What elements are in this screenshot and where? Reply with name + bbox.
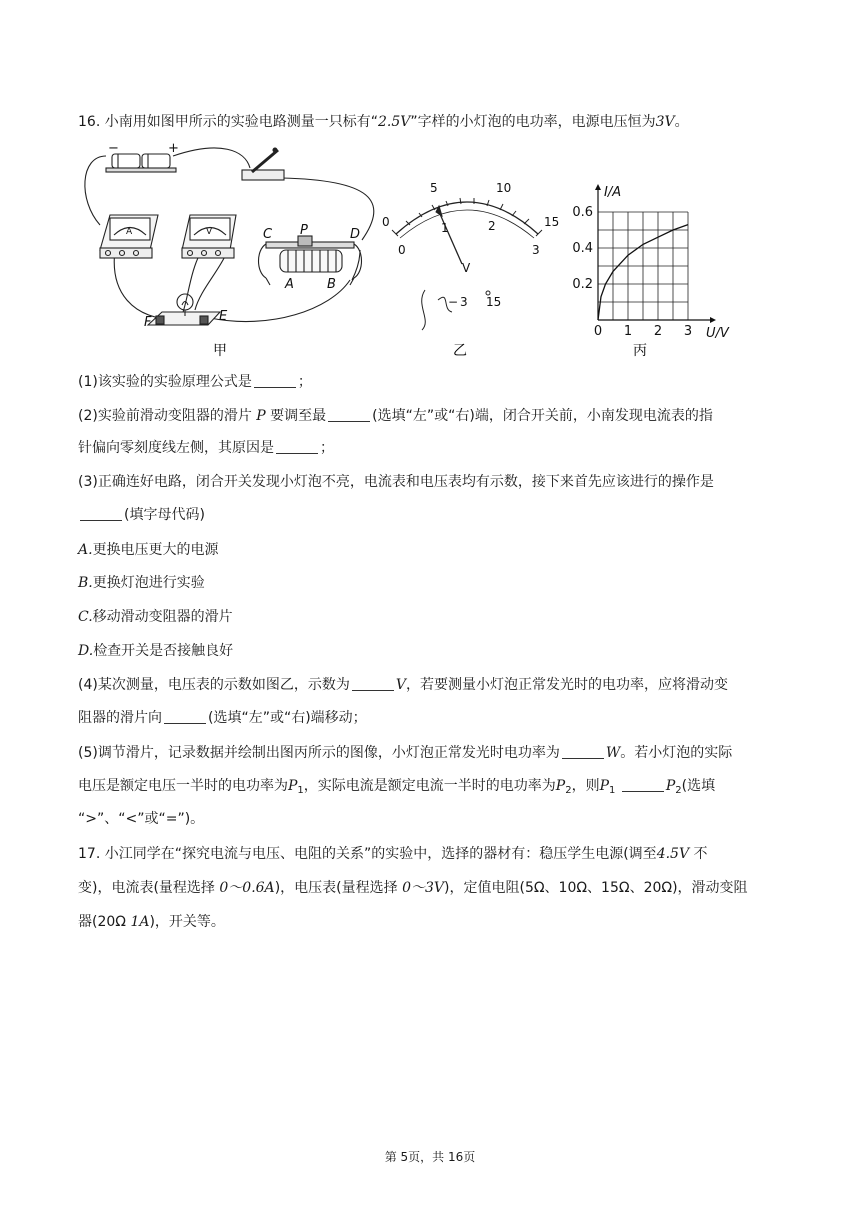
option-letter: D.	[78, 643, 94, 659]
supply-voltage: 3V	[655, 114, 675, 130]
q17-text-b2: )，电压表(量程选择	[274, 880, 398, 896]
dial-bottom-2: 2	[488, 219, 496, 233]
dial-bottom-0: 0	[398, 243, 406, 257]
terminal-3: 3	[460, 295, 468, 309]
x-tick-label: 1	[623, 324, 633, 339]
label-F: F	[144, 315, 152, 330]
part4-text: (4)某次测量，电压表的示数如图乙，示数为	[78, 677, 350, 693]
part1-text: (1)该实验的实验原理公式是	[78, 374, 252, 390]
symbol-P2: P	[665, 778, 676, 794]
q16-part3-line1	[78, 472, 714, 492]
answer-blank[interactable]	[622, 777, 664, 792]
rheostat-icon	[259, 236, 362, 285]
page-footer: 第 5页，共 16页	[384, 1150, 476, 1164]
slider-P: P	[256, 408, 266, 424]
caption-jia: 甲	[213, 343, 227, 359]
subscript-2: 2	[565, 785, 572, 796]
part3-text-b: (填字母代码)	[124, 507, 205, 523]
part2-text-b: 要调至最	[270, 408, 327, 424]
y-axis-label: I/A	[604, 185, 622, 200]
part5-text-d: ，实际电流是额定电流一半时的电功率为	[303, 778, 556, 794]
figures	[70, 140, 750, 365]
part5-text-e: ，则	[571, 778, 600, 794]
q16-part2-line2	[78, 438, 334, 458]
q17-text-c2: )，开关等。	[149, 914, 225, 930]
subscript-1: 1	[609, 785, 616, 796]
battery-plus-label: +	[168, 141, 179, 156]
unit-V: V	[395, 677, 406, 693]
voltmeter-range: 0～3V	[402, 880, 445, 896]
part5-text: (5)调节滑片，记录数据并绘制出图丙所示的图像，小灯泡正常发光时电功率为	[78, 745, 560, 761]
option-A	[78, 540, 219, 560]
iu-chart	[572, 184, 730, 341]
y-tick-label: 0.2	[572, 277, 593, 292]
option-letter: B.	[78, 575, 93, 591]
x-tick-label: 3	[683, 324, 693, 339]
part2-text-d: 针偏向零刻度线左侧，其原因是	[78, 440, 274, 456]
q16-part3-line2	[78, 505, 205, 525]
dial-top-5: 5	[430, 181, 438, 195]
unit-W: W	[605, 745, 621, 761]
q16-stem-text-2: ”字样的小灯泡的电功率，电源电压恒为	[410, 114, 656, 130]
part4-text-b: ，若要测量小灯泡正常发光时的电功率，应将滑动变	[405, 677, 728, 693]
part4-text-c: 阻器的滑片向	[78, 710, 162, 726]
answer-blank[interactable]	[328, 407, 370, 422]
dial-scales	[382, 181, 559, 309]
part5-text-c: 电压是额定电压一半时的电功率为	[78, 778, 288, 794]
y-tick-label: 0.4	[572, 241, 593, 256]
option-text: 更换电压更大的电源	[92, 542, 219, 558]
subscript-2: 2	[675, 785, 682, 796]
dial-top-10: 10	[496, 181, 512, 195]
part5-text-b: 。若小灯泡的实际	[620, 745, 733, 761]
option-B	[78, 573, 205, 593]
part2-text-c: (选填“左”或“右)端，闭合开关前，小南发现电流表的指	[372, 408, 713, 424]
option-C	[78, 607, 233, 627]
x-tick-label: 0	[593, 324, 603, 339]
label-P: P	[300, 223, 308, 238]
q17-text-end: 不	[693, 846, 708, 862]
part2-end: ；	[320, 440, 334, 456]
option-text: 更换灯泡进行实验	[92, 575, 205, 591]
y-tick-label: 0.6	[572, 205, 593, 220]
ammeter-range: 0～0.6A	[219, 880, 275, 896]
symbol-P1: P	[599, 778, 610, 794]
q17-line3	[78, 912, 225, 932]
part5-text-g: “>”、“<”或“=”)。	[78, 811, 205, 827]
symbol-P1: P	[288, 778, 298, 794]
dial-top-15: 15	[544, 215, 560, 229]
option-letter: A.	[78, 542, 93, 558]
part2-text: (2)实验前滑动变阻器的滑片	[78, 408, 252, 424]
x-tick-label: 2	[653, 324, 663, 339]
option-letter: C.	[78, 609, 93, 625]
q17-text-b1: 变)，电流表(量程选择	[78, 880, 215, 896]
q16-part5-line1	[78, 743, 732, 763]
q17-text-b3: )，定值电阻(5Ω、10Ω、15Ω、20Ω)，滑动变阻	[444, 880, 748, 896]
part1-end: ；	[297, 374, 312, 390]
answer-blank[interactable]	[352, 676, 394, 691]
caption-yi: 乙	[453, 343, 467, 359]
q17-text: 17. 小江同学在“探究电流与电压、电阻的关系”的实验中，选择的器材有：稳压学生电源(调至	[78, 846, 657, 862]
ammeter-label: A	[126, 227, 133, 237]
q16-part1	[78, 372, 312, 392]
battery-icon	[106, 154, 176, 172]
q16-stem-text: 16. 小南用如图甲所示的实验电路测量一只标有“	[78, 114, 378, 130]
dial-bottom-1: 1	[441, 221, 449, 235]
part4-text-d: (选填“左”或“右)端移动；	[208, 710, 367, 726]
rated-voltage: 2.5V	[377, 114, 411, 130]
q16-part5-line2	[78, 776, 715, 801]
option-text: 移动滑动变阻器的滑片	[92, 609, 233, 625]
y-axis-arrow	[595, 184, 601, 190]
option-D	[78, 641, 233, 661]
part3-text: (3)正确连好电路，闭合开关发现小灯泡不亮，电流表和电压表均有示数，接下来首先应该进行的操作是	[78, 474, 714, 490]
label-C: C	[263, 227, 273, 242]
answer-blank[interactable]	[276, 439, 318, 454]
answer-blank[interactable]	[562, 744, 604, 759]
terminal-minus: −	[448, 295, 459, 309]
q16-part4-line2	[78, 708, 367, 728]
caption-bing: 丙	[633, 343, 647, 359]
symbol-P2: P	[555, 778, 566, 794]
label-D: D	[350, 227, 361, 242]
q16-stem-end: 。	[674, 114, 689, 130]
dial-unit: V	[462, 261, 471, 275]
q17-text-c1: 器(20Ω	[78, 914, 126, 930]
q16-part5-line3	[78, 809, 204, 829]
terminal-15: 15	[486, 295, 502, 309]
x-axis-arrow	[710, 317, 716, 323]
answer-blank[interactable]	[80, 506, 122, 521]
q17-line1	[78, 844, 708, 864]
dial-top-0: 0	[382, 215, 390, 229]
label-E: E	[219, 309, 228, 324]
q17-line2	[78, 878, 748, 898]
q16-part4-line1	[78, 675, 728, 695]
x-axis-label: U/V	[706, 326, 729, 341]
answer-blank[interactable]	[164, 709, 206, 724]
rheostat-current: 1A	[130, 914, 150, 930]
battery-minus-label: −	[108, 141, 119, 156]
part5-text-f: (选填	[681, 778, 716, 794]
q17-voltage: 4.5V	[656, 846, 690, 862]
dial-bottom-3: 3	[532, 243, 540, 257]
label-A: A	[285, 277, 294, 292]
q16-stem	[78, 112, 689, 132]
option-text: 检查开关是否接触良好	[93, 643, 234, 659]
answer-blank[interactable]	[254, 373, 296, 388]
subscript-1: 1	[297, 785, 304, 796]
label-B: B	[327, 277, 336, 292]
q16-part2-line1	[78, 406, 713, 426]
lamp-icon	[148, 294, 220, 325]
voltmeter-label: V	[206, 227, 213, 237]
